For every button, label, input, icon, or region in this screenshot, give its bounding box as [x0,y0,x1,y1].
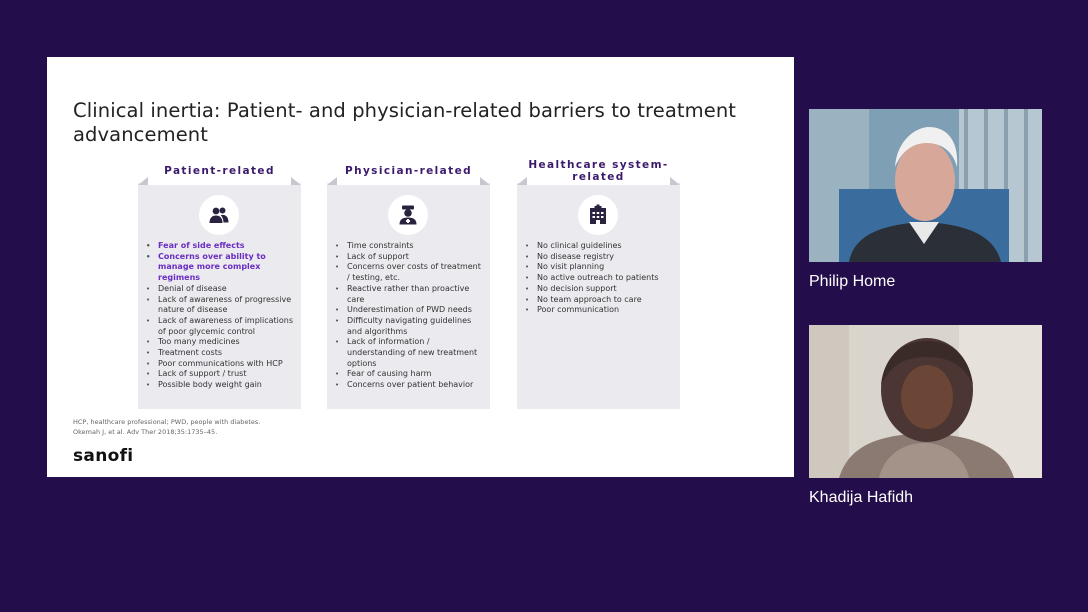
barrier-item: • Concerns over costs of treatment / testing, etc. [335,262,485,283]
column-patient-related [138,165,301,409]
barrier-item: • No active outreach to patients [525,273,675,284]
barrier-list [525,241,675,316]
barrier-item: • Treatment costs [146,348,296,359]
barrier-item: • Lack of information / understanding of new treatment options [335,337,485,369]
physician-icon [388,195,428,235]
barrier-item: • No team approach to care [525,295,675,306]
barrier-item: • No clinical guidelines [525,241,675,252]
column-healthcare-system-related [517,159,680,409]
barrier-item: • Reactive rather than proactive care [335,284,485,305]
barrier-item: • Underestimation of PWD needs [335,305,485,316]
presentation-slide [47,57,794,477]
column-heading: Healthcare system-related [528,159,669,183]
column-heading: Physician-related [344,165,473,177]
barrier-item: • No decision support [525,284,675,295]
barrier-item: • Lack of awareness of implications of poor glycemic control [146,316,296,337]
barrier-item: • Fear of causing harm [335,369,485,380]
participant-name: Philip Home [809,273,896,290]
slide-title: Clinical inertia: Patient- and physician-related barriers to treatment advancement [73,99,737,146]
barrier-list [335,241,485,391]
column-physician-related [327,165,490,409]
footnote-reference: Okemah J, et al. Adv Ther 2018;35:1735–45. [73,428,218,436]
barrier-item: • Lack of awareness of progressive nature of disease [146,295,296,316]
barrier-item: • Concerns over ability to manage more complex regimens [146,252,296,284]
barrier-item: • Poor communications with HCP [146,359,296,370]
footnote-abbreviations: HCP, healthcare professional; PWD, people with diabetes. [73,418,261,426]
barrier-item: • Concerns over patient behavior [335,380,485,391]
participant-video-khadija-hafidh[interactable] [809,325,1042,478]
column-heading-tab [148,157,291,185]
barrier-item: • Lack of support [335,252,485,263]
barrier-item: • Poor communication [525,305,675,316]
barrier-item: • No visit planning [525,262,675,273]
column-heading-tab [527,157,670,185]
participant-name: Khadija Hafidh [809,489,914,506]
barrier-item: • Too many medicines [146,337,296,348]
barrier-item: • Time constraints [335,241,485,252]
barrier-item: • Denial of disease [146,284,296,295]
participant-video-philip-home[interactable] [809,109,1042,262]
sanofi-logo: sanofi [73,446,134,466]
barrier-item: • No disease registry [525,252,675,263]
hospital-icon [578,195,618,235]
barrier-item: • Fear of side effects [146,241,296,252]
patients-icon [199,195,239,235]
barrier-item: • Lack of support / trust [146,369,296,380]
barrier-item: • Possible body weight gain [146,380,296,391]
column-heading: Patient-related [164,165,275,177]
barrier-list [146,241,296,391]
barrier-item: • Difficulty navigating guidelines and algorithms [335,316,485,337]
column-heading-tab [337,157,480,185]
